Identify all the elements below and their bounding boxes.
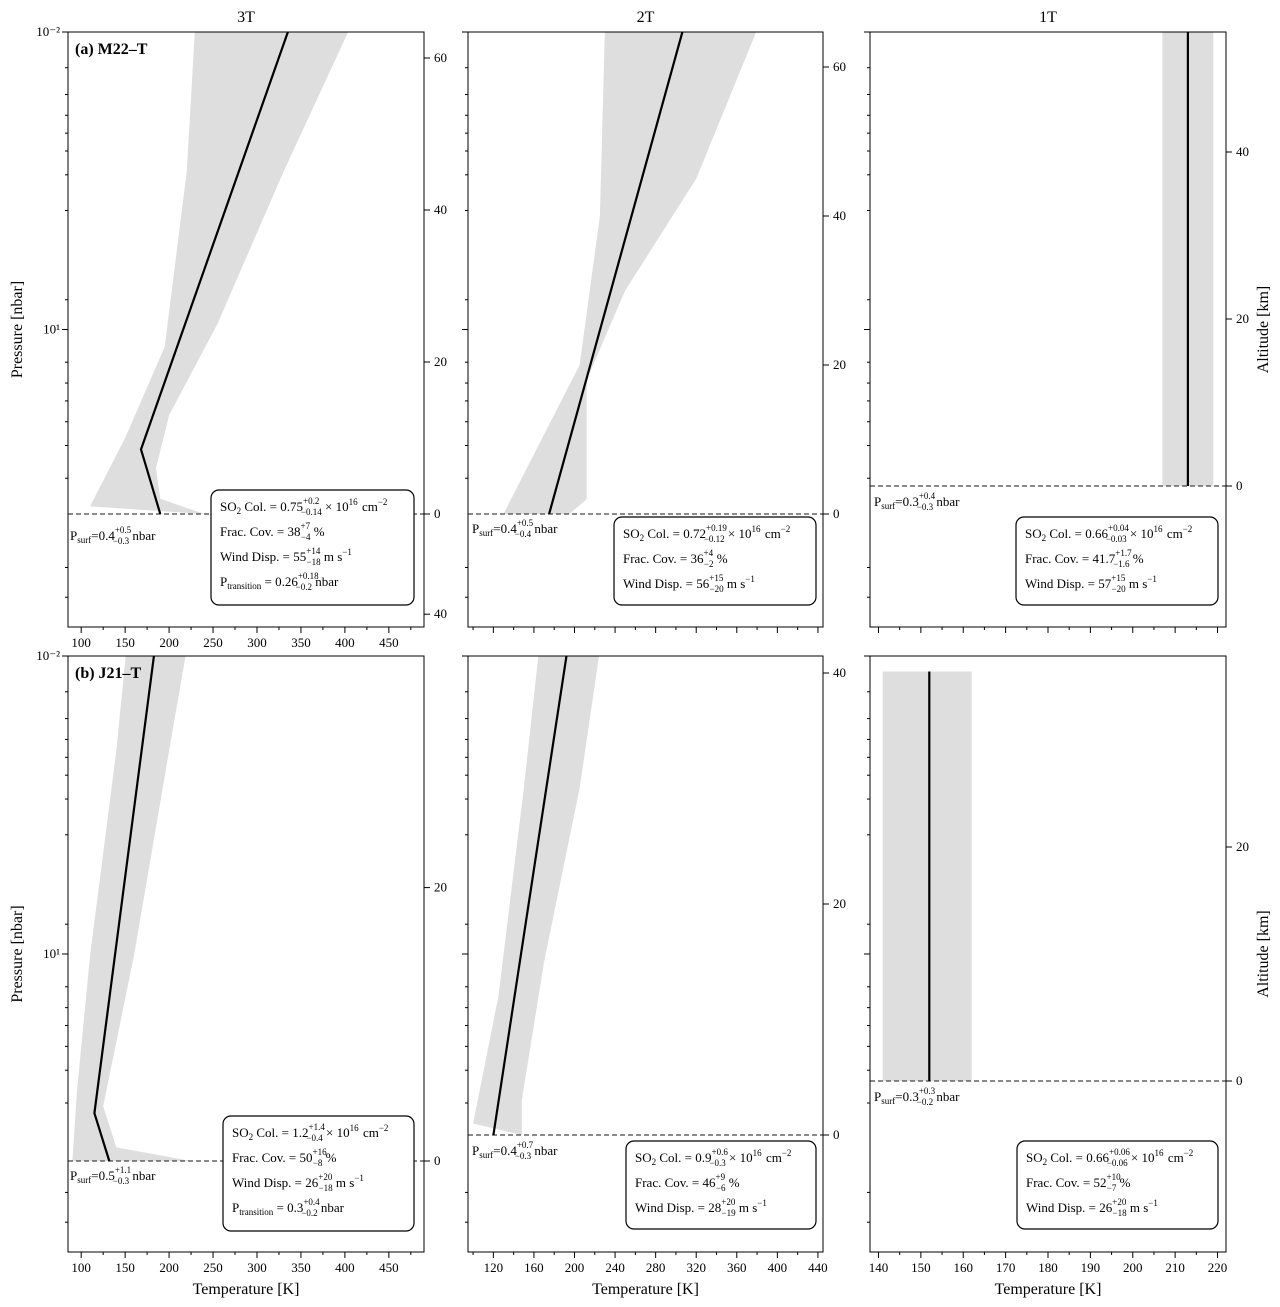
x-tick-label: 200 [159,635,179,650]
x-tick-label: 160 [953,1260,973,1275]
x-tick-label: 360 [727,1260,747,1275]
panel-6 [864,656,1272,1298]
retrieval-stats-box [211,490,414,605]
panel-tag: (a) M22–T [75,41,148,58]
column-title: 3T [237,9,255,26]
stats-line: Frac. Cov. = $50^{+16} -8$ % [232,1147,337,1168]
stats-line: $SO_2$ Col. = $0.66^{+0.04} -0.03 \times 10^{16}$ $cm^{-2}$ [1025,523,1193,544]
stats-line: $SO_2$ Col. = $0.9^{+0.6} -0.3 \times 10^{16}$ $cm^{-2}$ [635,1147,792,1168]
uncertainty-band [90,20,354,514]
x-tick-label: 200 [159,1260,179,1275]
altitude-tick-label: 20 [434,354,447,369]
x-tick-label: 160 [524,1260,544,1275]
stats-line: Wind Disp. = $26^{+20} -18$ m $s^{-1}$ [232,1172,364,1193]
uncertainty-band [473,650,600,1135]
altitude-axis-title: Altitude [km] [1255,285,1272,374]
x-tick-label: 320 [686,1260,706,1275]
x-tick-label: 400 [335,635,355,650]
x-tick-label: 150 [115,635,135,650]
stats-line: $SO_2$ Col. = $1.2^{+1.4} -0.4 \times 10^{16}$ $cm^{-2}$ [232,1122,389,1143]
altitude-tick-label: 0 [833,506,840,521]
retrieval-stats-box [1017,1141,1218,1229]
uncertainty-band [72,573,199,1161]
x-tick-label: 100 [71,1260,91,1275]
x-tick-label: 450 [379,1260,399,1275]
x-tick-label: 280 [645,1260,666,1275]
x-axis-title: Temperature [K] [592,1281,699,1298]
altitude-tick-label: 0 [1236,478,1243,493]
altitude-axis-title: Altitude [km] [1255,910,1272,998]
retrieval-stats-box [1016,517,1218,605]
surface-pressure-label: $P_{surf}=0.3^{+0.4} -0.3$ nbar [874,491,960,512]
uncertainty-band [883,672,972,1082]
surface-pressure-label: $P_{surf}=0.5^{+1.1} -0.3$ nbar [70,1165,156,1186]
stats-line: Frac. Cov. = $52^{+10} -7$ % [1026,1172,1131,1193]
x-tick-label: 350 [291,1260,311,1275]
x-tick-label: 190 [1080,1260,1101,1275]
pressure-tick-label: 10⁻² [36,24,60,39]
x-tick-label: 450 [379,635,399,650]
x-tick-label: 170 [995,1260,1016,1275]
altitude-tick-label: 40 [833,665,846,680]
altitude-tick-label: 20 [833,896,846,911]
column-title: 1T [1039,9,1057,26]
x-tick-label: 440 [808,1260,828,1275]
altitude-tick-label: 40 [434,606,447,622]
x-tick-label: 200 [1123,1260,1143,1275]
x-tick-label: 150 [911,1260,931,1275]
surface-pressure-label: $P_{surf}=0.3^{+0.3} -0.2$ nbar [874,1086,960,1107]
surface-pressure-label: $P_{surf}=0.4^{+0.5} -0.4$ nbar [472,518,558,539]
panel-tag: (b) J21–T [75,665,142,682]
altitude-tick-label: 0 [434,1153,441,1168]
x-tick-label: 400 [335,1260,355,1275]
x-tick-label: 250 [203,635,223,650]
x-tick-label: 200 [564,1260,585,1275]
stats-line: Frac. Cov. = $46^{+9} -6$ % [635,1172,740,1193]
x-tick-label: 250 [203,1260,223,1275]
x-tick-label: 350 [291,635,311,650]
altitude-tick-label: 60 [833,59,846,74]
altitude-tick-label: 0 [833,1127,840,1142]
stats-line: $SO_2$ Col. = $0.72^{+0.19} -0.12 \times 10^{16}$ $cm^{-2}$ [623,523,791,544]
pressure-tick-label: 10⁻² [36,648,60,663]
retrieval-stats-box [626,1141,816,1229]
x-tick-label: 180 [1038,1260,1058,1275]
stats-line: Wind Disp. = $28^{+20} -19$ m $s^{-1}$ [635,1197,767,1218]
stats-line: Frac. Cov. = $36^{+4} -2$ % [623,548,728,569]
surface-pressure-label: $P_{surf}=0.4^{+0.5} -0.3$ nbar [70,525,156,546]
pressure-tick-label: 10¹ [43,946,60,961]
altitude-tick-label: 40 [833,208,846,223]
x-tick-label: 220 [1207,1260,1228,1275]
panel-1 [9,9,447,650]
stats-line: $P_{transition} = 0.26^{+0.18} -0.2$ nbar [220,571,339,592]
x-tick-label: 140 [868,1260,889,1275]
x-tick-label: 400 [767,1260,788,1275]
stats-line: Frac. Cov. = $38^{+7} -4$ % [220,521,325,542]
stats-line: Wind Disp. = $26^{+20} -18$ m $s^{-1}$ [1026,1197,1158,1218]
altitude-tick-label: 40 [434,202,447,217]
stats-line: Wind Disp. = $57^{+15} -20$ m $s^{-1}$ [1025,573,1157,594]
panel-4 [9,573,447,1298]
x-axis-title: Temperature [K] [192,1281,300,1298]
x-tick-label: 300 [247,635,267,650]
altitude-tick-label: 0 [1236,1073,1243,1088]
uncertainty-band [504,30,758,514]
panel-5 [462,650,846,1298]
x-tick-label: 240 [605,1260,625,1275]
altitude-tick-label: 20 [1236,839,1249,854]
stats-line: Wind Disp. = $56^{+15} -20$ m $s^{-1}$ [623,573,755,594]
stats-line: $SO_2$ Col. = $0.75^{+0.2} -0.14 \times 10^{16}$ $cm^{-2}$ [220,496,388,517]
surface-pressure-label: $P_{surf}=0.4^{+0.7} -0.3$ nbar [472,1140,558,1161]
panel-2 [462,9,846,633]
x-axis-title: Temperature [K] [994,1281,1102,1298]
panel-3 [864,9,1272,633]
stats-line: Frac. Cov. = $41.7^{+1.7} -1.6$ % [1025,548,1144,569]
x-tick-label: 210 [1165,1260,1185,1275]
x-tick-label: 120 [483,1260,504,1275]
altitude-tick-label: 20 [833,357,846,372]
y-axis-title: Pressure [nbar] [9,280,26,379]
stats-line: $P_{transition} = 0.3^{+0.4} -0.2$ nbar [232,1197,344,1218]
x-tick-label: 300 [247,1260,267,1275]
altitude-tick-label: 20 [1236,311,1249,326]
altitude-tick-label: 20 [434,879,447,895]
column-title: 2T [636,9,655,26]
altitude-tick-label: 40 [1236,144,1249,159]
x-tick-label: 150 [115,1260,135,1275]
altitude-tick-label: 0 [434,506,441,521]
altitude-tick-label: 60 [434,50,447,65]
x-tick-label: 100 [71,635,91,650]
retrieval-stats-box [223,1116,414,1231]
retrieval-stats-box [614,517,816,605]
stats-line: Wind Disp. = $55^{+14} -18$ m $s^{-1}$ [220,546,352,567]
stats-line: $SO_2$ Col. = $0.66^{+0.06} -0.06 \times 10^{16}$ $cm^{-2}$ [1026,1147,1194,1168]
y-axis-title: Pressure [nbar] [9,905,26,1003]
pressure-tick-label: 10¹ [43,321,60,337]
